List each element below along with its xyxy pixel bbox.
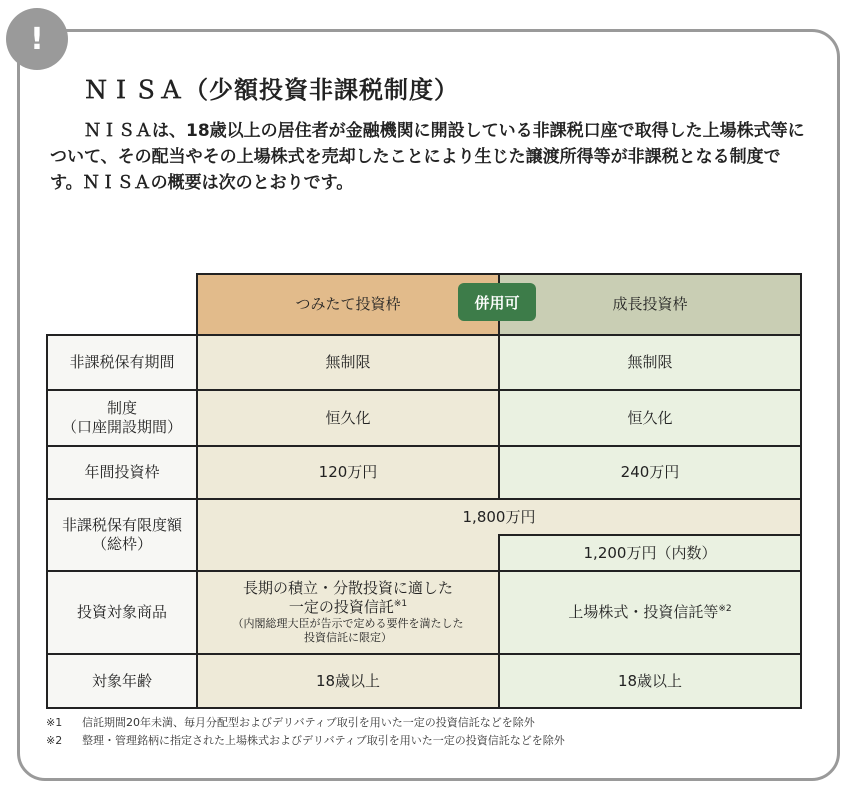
header-tsumitate: つみたて投資枠 (197, 274, 499, 335)
table-row (47, 446, 801, 499)
cell-limit-total: 1,800万円 (197, 499, 801, 535)
cell-seicho-period: 無制限 (499, 335, 801, 390)
row-label-limit-line1: 非課税保有限度額 (61, 516, 182, 535)
cell-tsumitate-system: 恒久化 (197, 390, 499, 446)
page-title: ＮＩＳＡ（少額投資非課税制度） (84, 76, 459, 104)
footnote-1-text: 信託期間20年未満、毎月分配型およびデリバティブ取引を用いた一定の投資信託などを除外 (82, 716, 535, 729)
products-tsumitate-note2: 投資信託に限定） (304, 631, 392, 645)
row-label-limit-line2: （総枠） (91, 535, 152, 553)
products-tsumitate-note1: （内閣総理大臣が告示で定める要件を満たした (232, 616, 464, 630)
products-seicho-text: 上場株式・投資信託等 (568, 603, 719, 622)
row-label-age: 対象年齢 (47, 654, 197, 708)
footnote-2 (46, 732, 565, 750)
table-row (47, 390, 801, 446)
table-row (47, 571, 801, 654)
footnote-2-text: 整理・管理銘柄に指定された上場株式およびデリバティブ取引を用いた一定の投資信託などを除外 (82, 734, 565, 747)
header-seicho: 成長投資枠 (499, 274, 801, 335)
heiyo-badge: 併用可 (458, 283, 536, 321)
products-tsumitate-line2-text: 一定の投資信託 (288, 598, 394, 617)
cell-tsumitate-age: 18歳以上 (197, 654, 499, 708)
cell-tsumitate-period: 無制限 (197, 335, 499, 390)
row-label-system (47, 390, 197, 446)
row-label-period: 非課税保有期間 (47, 335, 197, 390)
table-row (47, 499, 801, 535)
header-blank-cell (47, 274, 197, 335)
row-label-system-line2: （口座開設期間） (61, 418, 182, 436)
cell-tsumitate-products (197, 571, 499, 654)
cell-seicho-age: 18歳以上 (499, 654, 801, 708)
table-header-row (47, 274, 801, 335)
footnotes (46, 714, 565, 750)
products-tsumitate-line1: 長期の積立・分散投資に適した (242, 579, 453, 598)
footnote-1-ref: ※1 (46, 716, 63, 729)
cell-seicho-system: 恒久化 (499, 390, 801, 446)
note-ref-1: ※1 (393, 599, 408, 610)
cell-seicho-annual: 240万円 (499, 446, 801, 499)
table-row (47, 335, 801, 390)
row-label-limit (47, 499, 197, 571)
table-row (47, 654, 801, 708)
cell-seicho-products (499, 571, 801, 654)
cell-seicho-limit: 1,200万円（内数） (499, 535, 801, 571)
exclamation-icon: ! (6, 8, 68, 70)
cell-tsumitate-limit-blank (197, 535, 499, 571)
row-label-annual: 年間投資枠 (47, 446, 197, 499)
note-ref-2: ※2 (718, 604, 732, 615)
nisa-table (46, 273, 802, 709)
footnote-1 (46, 714, 565, 732)
intro-paragraph: ＮＩＳＡは、18歳以上の居住者が金融機関に開設している非課税口座で取得した上場株式等について、その配当やその上場株式を売却したことにより生じた譲渡所得等が非課税となる制度です。ＮＩＳＡの概要は次のとおりです。 (50, 121, 805, 193)
products-tsumitate-line2 (202, 598, 494, 617)
row-label-products: 投資対象商品 (47, 571, 197, 654)
cell-tsumitate-annual: 120万円 (197, 446, 499, 499)
footnote-2-ref: ※2 (46, 734, 63, 747)
row-label-system-line1: 制度 (106, 399, 137, 418)
